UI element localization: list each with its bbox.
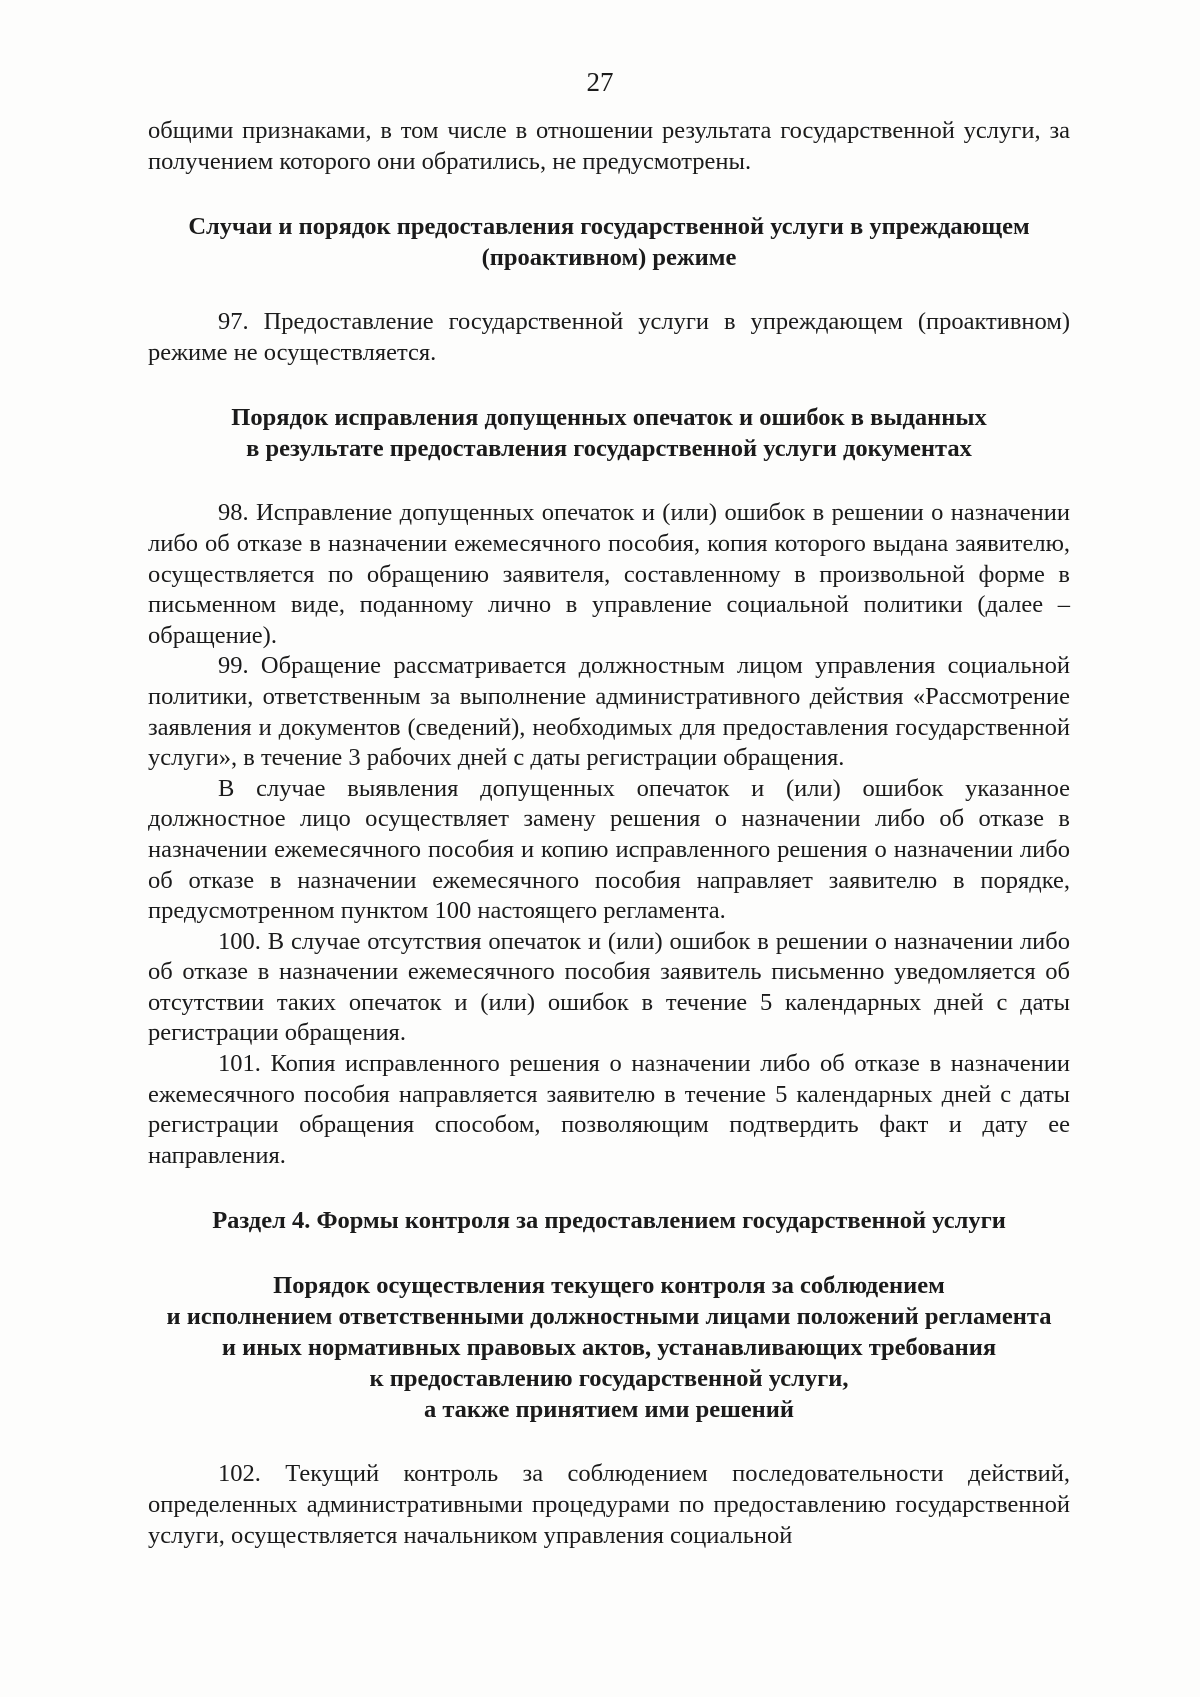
page-number: 27 xyxy=(586,67,614,97)
paragraph-99-continued: В случае выявления допущенных опечаток и (или) ошибок указанное должностное лицо осуществляет замену решения о назначении либо об отказе в назначении ежемесячного пособия и копию исправленного решения о назначении либо об отказе в назначении ежемесячного пособия направляет заявителю в порядке, предусмотренном пунктом 100 настоящего регламента. xyxy=(148,774,1070,925)
heading-line: а также принятием ими решений xyxy=(423,1396,795,1424)
continuation-paragraph: общими признаками, в том числе в отношении результата государственной услуги, за получением которого они обратились, не предусмотрены. xyxy=(148,117,1070,175)
section-4-heading: Раздел 4. Формы контроля за предоставлением государственной услуги xyxy=(212,1207,1006,1235)
paragraph-99: 99. Обращение рассматривается должностным лицом управления социальной политики, ответственным за выполнение административного действия «Рассмотрение заявления и документов (сведений), необходимых для предоставления государственной услуги», в течение 3 рабочих дней с даты регистрации обращения. xyxy=(148,652,1070,772)
control-procedure-heading xyxy=(148,1270,1070,1425)
paragraph-102: 102. Текущий контроль за соблюдением последовательности действий, определенных административными процедурами по предоставлению государственной услуги, осуществляется начальником управления социальной xyxy=(148,1460,1070,1549)
paragraph-97: 97. Предоставление государственной услуги в упреждающем (проактивном) режиме не осуществляется. xyxy=(148,308,1070,366)
heading-line: и иных нормативных правовых актов, устанавливающих требования xyxy=(221,1334,997,1362)
heading-line: к предоставлению государственной услуги, xyxy=(369,1365,849,1393)
heading-line: (проактивном) режиме xyxy=(481,244,737,272)
paragraph-100: 100. В случае отсутствия опечаток и (или) ошибок в решении о назначении либо об отказе в назначении ежемесячного пособия заявитель письменно уведомляется об отсутствии таких опечаток и (или) ошибок в течение 5 календарных дней с даты регистрации обращения. xyxy=(148,927,1070,1047)
heading-line: в результате предоставления государственной услуги документах xyxy=(246,435,972,463)
paragraph-98: 98. Исправление допущенных опечаток и (или) ошибок в решении о назначении либо об отказе в назначении ежемесячного пособия, копия которого выдана заявителю, осуществляется по обращению заявителя, составленному в произвольной форме в письменном виде, поданному лично в управление социальной политики (далее – обращение). xyxy=(148,499,1070,649)
heading-line: Порядок исправления допущенных опечаток и ошибок в выданных xyxy=(231,404,987,432)
document-body xyxy=(148,116,1070,1551)
proactive-mode-heading xyxy=(148,211,1070,273)
error-correction-heading xyxy=(148,402,1070,464)
heading-line: Порядок осуществления текущего контроля за соблюдением xyxy=(273,1272,945,1300)
heading-line: Случаи и порядок предоставления государственной услуги в упреждающем xyxy=(188,213,1030,241)
paragraph-101: 101. Копия исправленного решения о назначении либо об отказе в назначении ежемесячного пособия направляется заявителю в течение 5 календарных дней с даты регистрации обращения способом, позволяющим подтвердить факт и дату ее направления. xyxy=(148,1050,1070,1169)
heading-line: и исполнением ответственными должностными лицами положений регламента xyxy=(166,1303,1052,1331)
